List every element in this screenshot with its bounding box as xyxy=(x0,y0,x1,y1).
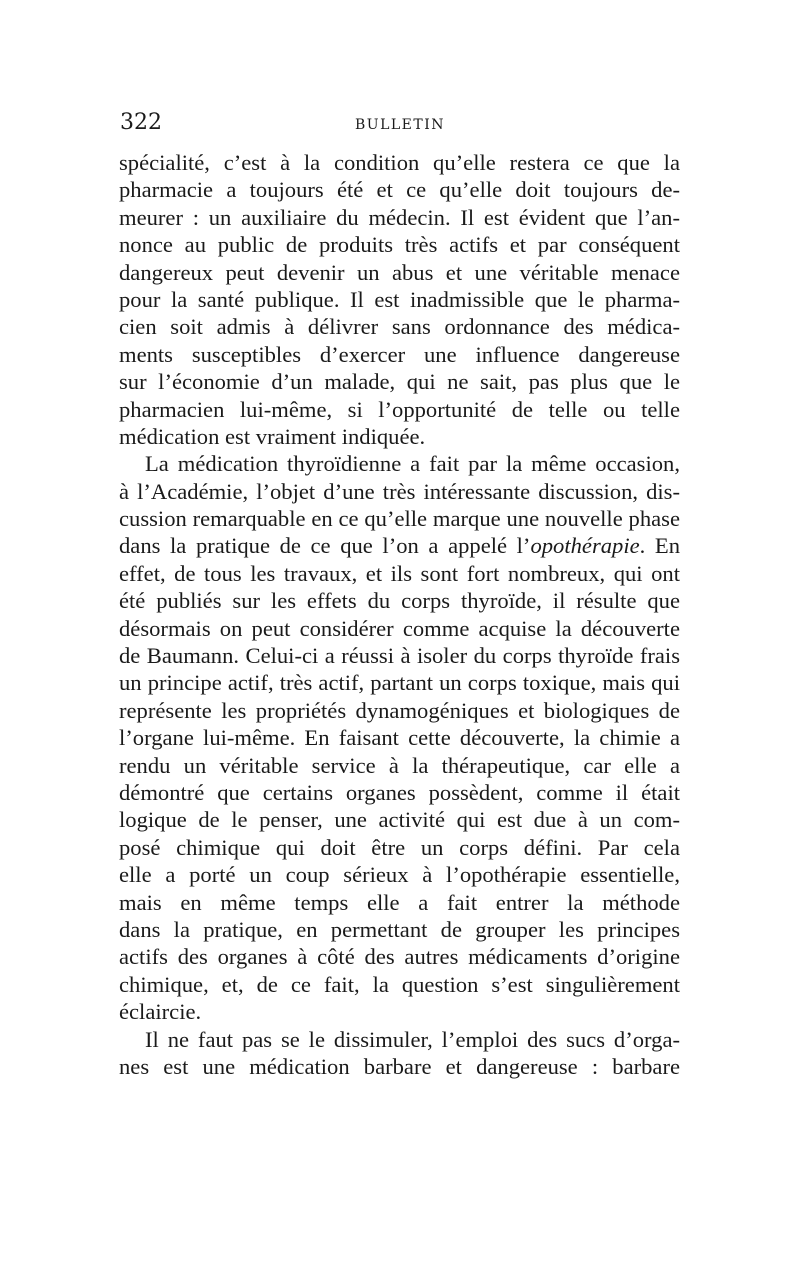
text-line: éclaircie. xyxy=(119,999,202,1025)
text-line: cien soit admis à délivrer sans ordonnance des médica- xyxy=(119,314,680,340)
text-line: posé chimique qui doit être un corps défini. Par cela xyxy=(119,834,680,860)
text-line: cussion remarquable en ce qu’elle marque une nouvelle phase xyxy=(119,506,680,532)
text-line: dans la pratique, en permettant de grouper les principes xyxy=(119,916,680,942)
text-line: ments susceptibles d’exercer une influence dangereuse xyxy=(119,341,680,367)
text-line: effet, de tous les travaux, et ils sont fort nombreux, qui ont xyxy=(119,560,680,586)
text-line: pour la santé publique. Il est inadmissible que le pharma- xyxy=(119,286,680,312)
text-line: à l’Académie, l’objet d’une très intéressante discussion, dis- xyxy=(119,478,680,504)
italic-term: opothérapie xyxy=(530,533,640,559)
text-segment: dans la pratique de ce que l’on a appelé l’ xyxy=(119,533,531,559)
text-line: chimique, et, de ce fait, la question s’est singulièrement xyxy=(119,971,680,997)
text-line: elle a porté un coup sérieux à l’opothérapie essentielle, xyxy=(119,862,680,888)
text-line: de Baumann. Celui-ci a réussi à isoler du corps thyroïde frais xyxy=(119,643,680,669)
text-line: l’organe lui-même. En faisant cette découverte, la chimie a xyxy=(119,725,680,751)
text-line: démontré que certains organes possèdent, comme il était xyxy=(119,779,680,805)
text-line: La médication thyroïdienne a fait par la même occasion, xyxy=(145,451,680,477)
text-line: mais en même temps elle a fait entrer la méthode xyxy=(119,889,680,915)
text-line: meurer : un auxiliaire du médecin. Il est évident que l’an- xyxy=(119,204,680,230)
text-segment: . En xyxy=(639,533,680,559)
running-head: BULLETIN xyxy=(354,117,446,133)
text-line: médication est vraiment indiquée. xyxy=(119,423,426,449)
text-line: sur l’économie d’un malade, qui ne sait, pas plus que le xyxy=(119,369,680,395)
text-line: Il ne faut pas se le dissimuler, l’emploi des sucs d’orga- xyxy=(145,1026,680,1052)
text-line: rendu un véritable service à la thérapeutique, car elle a xyxy=(119,752,680,778)
text-line: logique de le penser, une activité qui est due à un com- xyxy=(119,807,680,833)
text-line: pharmacien lui-même, si l’opportunité de telle ou telle xyxy=(119,396,680,422)
text-line-with-italic xyxy=(119,532,680,559)
text-line: pharmacie a toujours été et ce qu’elle doit toujours de- xyxy=(119,177,680,203)
text-line: représente les propriétés dynamogéniques et biologiques de xyxy=(119,697,680,723)
page-header xyxy=(120,108,680,138)
text-line: un principe actif, très actif, partant un corps toxique, mais qui xyxy=(119,670,680,696)
body-text xyxy=(119,149,680,1080)
text-line: désormais on peut considérer comme acquise la découverte xyxy=(119,615,680,641)
text-line: nonce au public de produits très actifs et par conséquent xyxy=(119,232,680,258)
text-line: dangereux peut devenir un abus et une véritable menace xyxy=(119,259,680,285)
text-line: spécialité, c’est à la condition qu’elle restera ce que la xyxy=(119,150,680,175)
text-line: nes est une médication barbare et dangereuse : barbare xyxy=(119,1053,680,1079)
text-line: été publiés sur les effets du corps thyroïde, il résulte que xyxy=(119,588,680,614)
text-line: actifs des organes à côté des autres médicaments d’origine xyxy=(119,944,680,970)
page-number: 322 xyxy=(120,110,162,135)
